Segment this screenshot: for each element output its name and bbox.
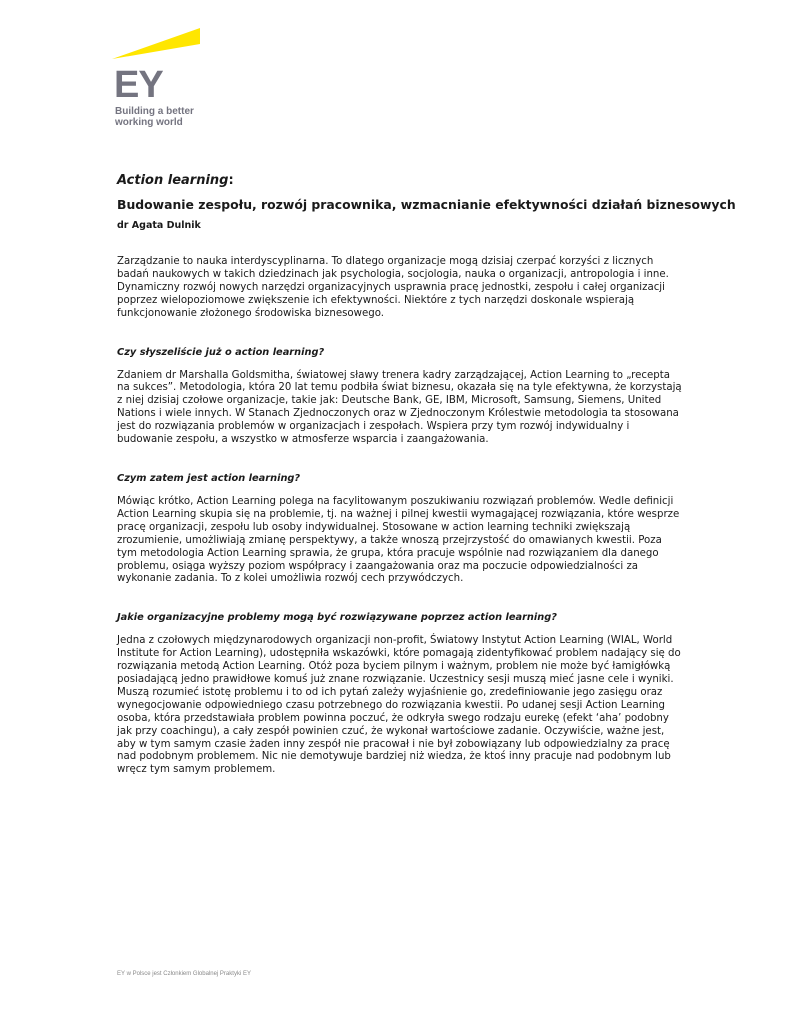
logo-letters: EY xyxy=(114,64,163,106)
intro-paragraph: Zarządzanie to nauka interdyscyplinarna. To dlatego organizacje mogą dzisiaj czerpać korzyści z licznych badań naukowych w takich dziedzinach jak psychologia, socjologia, nauka o organizacji, antropologia i inne. Dynamiczny rozwój nowych narzędzi organizacyjnych usprawnia pracę jednostki, zespołu i całej organizacji poprzez wielopoziomowe zwiększenie ich efektywności. Niektóre z tych narzędzi doskonale wspierają funkcjonowanie złożonego środowiska biznesowego. xyxy=(117,256,669,319)
title-colon: : xyxy=(228,173,234,188)
logo-tagline xyxy=(115,106,194,128)
yellow-beam-icon xyxy=(112,28,212,68)
article-title xyxy=(117,172,682,189)
section3-question: Jakie organizacyjne problemy mogą być rozwiązywane poprzez action learning? xyxy=(117,612,557,624)
article xyxy=(117,172,736,777)
ey-logo xyxy=(112,28,212,128)
section2-answer: Mówiąc krótko, Action Learning polega na facylitowanym poszukiwaniu rozwiązań problemów. Wedle definicji Action Learning skupia się na problemie, tj. na ważnej i pilnej kwestii wymagającej rozwiązania, które wesprze pracę organizacji, zespołu lub osoby indywidualnej. Stosowane w action learning techniki zwiększają zrozumienie, umożliwiają zmianę perspektywy, a także wnoszą przejrzystość do omawianych kwestii. Poza tym metodologia Action Learning sprawia, że grupa, która pracuje wspólnie nad rozwiązaniem dla danego problemu, osiąga wyższy poziom współpracy i zaangażowania oraz ma poczucie odpowiedzialności za wykonanie zadania. To z kolei umożliwia rozwój cech przywódczych. xyxy=(117,495,680,585)
author: dr Agata Dulnik xyxy=(117,220,201,231)
logo-tagline-line2: working world xyxy=(115,117,183,128)
footer-note: EY w Polsce jest Członkiem Globalnej Praktyki EY xyxy=(117,971,251,977)
article-subtitle: Budowanie zespołu, rozwój pracownika, wzmacnianie efektywności działań biznesowych xyxy=(117,197,736,212)
title-italic: Action learning xyxy=(117,173,229,188)
section1-answer: Zdaniem dr Marshalla Goldsmitha, światowej sławy trenera kadry zarządzającej, Action Learning to „recepta na sukces”. Metodologia, która 20 lat temu podbiła świat biznesu, okazała się na tyle efektywna, że korzystają z niej dzisiaj czołowe organizacje, takie jak: Deutsche Bank, GE, IBM, Microsoft, Samsung, Siemens, United Nations i wiele innych. W Stanach Zjednoczonych oraz w Zjednoczonym Królestwie metodologia ta stosowana jest do rozwiązania problemów w organizacjach i zespołach. Wspiera przy tym rozwój indywidualny i budowanie zespołu, a wszystko w atmosferze wsparcia i zaangażowania. xyxy=(117,369,682,446)
section1-question: Czy słyszeliście już o action learning? xyxy=(117,346,325,358)
section2-question: Czym zatem jest action learning? xyxy=(117,472,301,484)
logo-tagline-line1: Building a better xyxy=(115,106,194,117)
section3-answer: Jedna z czołowych międzynarodowych organizacji non-profit, Światowy Instytut Action Learning (WIAL, World Institute for Action Learning), udostępniła wskazówki, które pomagają zidentyfikować problem nadający się do rozwiązania metodą Action Learning. Otóż poza byciem pilnym i ważnym, problem nie może być łamigłówką posiadającą jedno prawidłowe komuś już znane rozwiązanie. Uczestnicy sesji muszą mieć jasne cele i wyniki. Muszą rozumieć istotę problemu i to od ich pytań zależy wyjaśnienie go, zredefiniowanie jego zasięgu oraz wynegocjowanie odpowiedniego czasu potrzebnego do rozwiązania kwestii. Po udanej sesji Action Learning osoba, która przedstawiała problem powinna poczuć, że odkryła swego rodzaju eurekę (efekt ‘aha’ podobny jak przy coachingu), a cały zespół powinien czuć, że wykonał wartościowe zadanie. Oczywiście, ważne jest, aby w tym samym czasie żaden inny zespół nie pracował i nie był zobowiązany lub odpowiedzialny za pracę nad podobnym problemem. Nic nie demotywuje bardziej niż wiedza, że ktoś inny pracuje nad podobnym lub wręcz tym samym problemem. xyxy=(117,635,681,776)
